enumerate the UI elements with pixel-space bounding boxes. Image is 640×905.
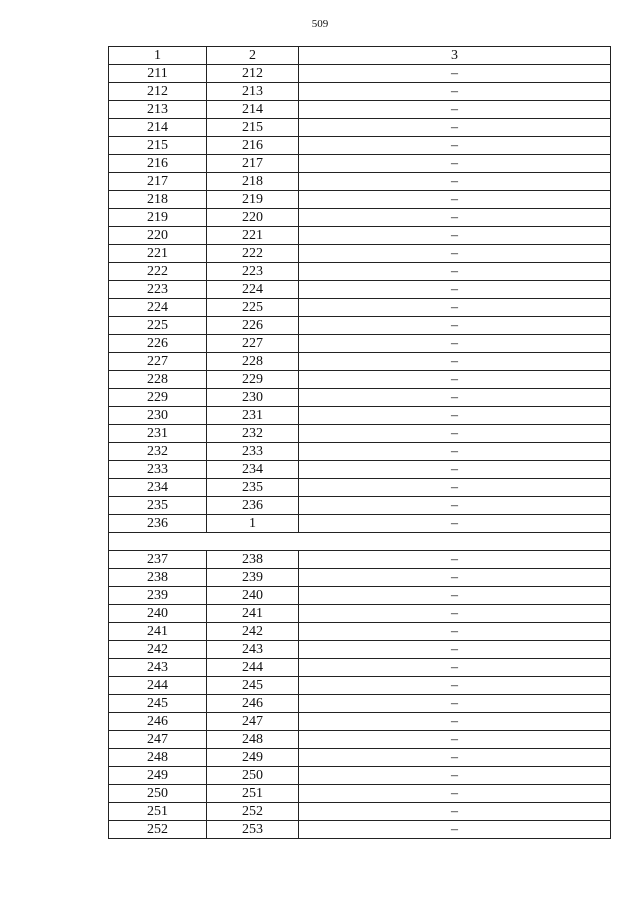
table-row <box>109 209 611 227</box>
table-cell-col-1: 252 <box>109 821 207 839</box>
table-cell-col-1: 240 <box>109 605 207 623</box>
table-cell-col-3: – <box>299 767 611 785</box>
table-gap-cell <box>109 533 611 551</box>
table-cell-col-2: 230 <box>207 389 299 407</box>
table-cell-col-3: – <box>299 785 611 803</box>
table-cell-col-2: 252 <box>207 803 299 821</box>
table-cell-col-3: – <box>299 137 611 155</box>
table-row <box>109 623 611 641</box>
table-cell-col-3: – <box>299 425 611 443</box>
table-row <box>109 767 611 785</box>
table-row <box>109 263 611 281</box>
table-cell-col-3: – <box>299 677 611 695</box>
table-cell-col-3: – <box>299 515 611 533</box>
table-row <box>109 641 611 659</box>
table-row <box>109 101 611 119</box>
table-cell-col-1: 236 <box>109 515 207 533</box>
table-row <box>109 389 611 407</box>
table-cell-col-2: 253 <box>207 821 299 839</box>
table-row <box>109 317 611 335</box>
table-cell-col-1: 212 <box>109 83 207 101</box>
table-cell-col-3: – <box>299 731 611 749</box>
table-cell-col-1: 249 <box>109 767 207 785</box>
table-row <box>109 749 611 767</box>
table-cell-col-2: 225 <box>207 299 299 317</box>
table-cell-col-1: 224 <box>109 299 207 317</box>
table-cell-col-3: – <box>299 641 611 659</box>
table-cell-col-1: 239 <box>109 587 207 605</box>
table-cell-col-1: 211 <box>109 65 207 83</box>
table-row <box>109 713 611 731</box>
table-row <box>109 137 611 155</box>
table-cell-col-3: – <box>299 803 611 821</box>
table-cell-col-1: 218 <box>109 191 207 209</box>
table-cell-col-1: 251 <box>109 803 207 821</box>
table-cell-col-3: – <box>299 695 611 713</box>
table-cell-col-1: 222 <box>109 263 207 281</box>
table-cell-col-2: 236 <box>207 497 299 515</box>
table-cell-col-1: 248 <box>109 749 207 767</box>
table-row <box>109 425 611 443</box>
table-row <box>109 821 611 839</box>
table-row <box>109 785 611 803</box>
table-cell-col-2: 216 <box>207 137 299 155</box>
table-cell-col-3: – <box>299 587 611 605</box>
table-cell-col-1: 237 <box>109 551 207 569</box>
table-cell-col-3: – <box>299 101 611 119</box>
table-cell-col-1: 214 <box>109 119 207 137</box>
table-row <box>109 83 611 101</box>
table-cell-col-3: – <box>299 299 611 317</box>
page-number: 509 <box>311 18 329 30</box>
table-cell-col-1: 225 <box>109 317 207 335</box>
table-row <box>109 461 611 479</box>
table-cell-col-3: – <box>299 389 611 407</box>
table-cell-col-3: – <box>299 83 611 101</box>
table-row <box>109 281 611 299</box>
table-row <box>109 65 611 83</box>
table-cell-col-1: 232 <box>109 443 207 461</box>
column-header-2: 2 <box>207 47 299 65</box>
table-row <box>109 731 611 749</box>
table-row <box>109 695 611 713</box>
table-cell-col-3: – <box>299 119 611 137</box>
table-row <box>109 227 611 245</box>
table-row <box>109 569 611 587</box>
table-cell-col-2: 247 <box>207 713 299 731</box>
table-cell-col-2: 232 <box>207 425 299 443</box>
table-cell-col-1: 233 <box>109 461 207 479</box>
table-cell-col-2: 239 <box>207 569 299 587</box>
table-cell-col-1: 242 <box>109 641 207 659</box>
table-cell-col-3: – <box>299 821 611 839</box>
table-cell-col-1: 241 <box>109 623 207 641</box>
table-cell-col-2: 220 <box>207 209 299 227</box>
table-cell-col-2: 221 <box>207 227 299 245</box>
table-cell-col-2: 245 <box>207 677 299 695</box>
column-header-3: 3 <box>299 47 611 65</box>
table-cell-col-2: 222 <box>207 245 299 263</box>
table-cell-col-1: 238 <box>109 569 207 587</box>
table-cell-col-2: 227 <box>207 335 299 353</box>
table-cell-col-1: 227 <box>109 353 207 371</box>
table-cell-col-2: 238 <box>207 551 299 569</box>
table-cell-col-2: 243 <box>207 641 299 659</box>
table-cell-col-3: – <box>299 605 611 623</box>
table-row <box>109 677 611 695</box>
table-cell-col-2: 226 <box>207 317 299 335</box>
table-cell-col-3: – <box>299 335 611 353</box>
table-cell-col-3: – <box>299 569 611 587</box>
table-cell-col-3: – <box>299 245 611 263</box>
table-cell-col-1: 221 <box>109 245 207 263</box>
table-cell-col-1: 217 <box>109 173 207 191</box>
table-cell-col-3: – <box>299 317 611 335</box>
table-cell-col-2: 233 <box>207 443 299 461</box>
table-cell-col-2: 215 <box>207 119 299 137</box>
table-row <box>109 191 611 209</box>
table-cell-col-1: 228 <box>109 371 207 389</box>
table-cell-col-2: 242 <box>207 623 299 641</box>
table-cell-col-1: 223 <box>109 281 207 299</box>
table-row <box>109 587 611 605</box>
table-cell-col-3: – <box>299 659 611 677</box>
table-cell-col-2: 224 <box>207 281 299 299</box>
table-cell-col-3: – <box>299 191 611 209</box>
table-row <box>109 407 611 425</box>
table-row <box>109 479 611 497</box>
data-table <box>108 46 611 839</box>
table-cell-col-3: – <box>299 749 611 767</box>
table-gap-row <box>109 533 611 551</box>
table-cell-col-2: 229 <box>207 371 299 389</box>
table-cell-col-1: 215 <box>109 137 207 155</box>
table-cell-col-3: – <box>299 227 611 245</box>
table-cell-col-1: 231 <box>109 425 207 443</box>
table-body <box>109 65 611 839</box>
table-cell-col-3: – <box>299 407 611 425</box>
table-row <box>109 497 611 515</box>
table-cell-col-1: 229 <box>109 389 207 407</box>
table-cell-col-1: 234 <box>109 479 207 497</box>
table-cell-col-1: 226 <box>109 335 207 353</box>
table-cell-col-2: 217 <box>207 155 299 173</box>
table-cell-col-3: – <box>299 65 611 83</box>
column-header-1: 1 <box>109 47 207 65</box>
table-row <box>109 353 611 371</box>
table-row <box>109 245 611 263</box>
table-cell-col-2: 240 <box>207 587 299 605</box>
table-cell-col-2: 214 <box>207 101 299 119</box>
table-row <box>109 443 611 461</box>
table-cell-col-2: 219 <box>207 191 299 209</box>
table-cell-col-1: 243 <box>109 659 207 677</box>
table-cell-col-1: 235 <box>109 497 207 515</box>
table-cell-col-2: 213 <box>207 83 299 101</box>
table-cell-col-3: – <box>299 713 611 731</box>
table-row <box>109 551 611 569</box>
table-cell-col-2: 218 <box>207 173 299 191</box>
table-cell-col-3: – <box>299 461 611 479</box>
table-cell-col-1: 245 <box>109 695 207 713</box>
table-cell-col-3: – <box>299 497 611 515</box>
table-cell-col-2: 248 <box>207 731 299 749</box>
table-cell-col-1: 247 <box>109 731 207 749</box>
table-cell-col-2: 228 <box>207 353 299 371</box>
table-cell-col-1: 216 <box>109 155 207 173</box>
table-row <box>109 659 611 677</box>
table-row <box>109 119 611 137</box>
table-cell-col-2: 1 <box>207 515 299 533</box>
table-row <box>109 335 611 353</box>
table-cell-col-3: – <box>299 551 611 569</box>
table-cell-col-2: 250 <box>207 767 299 785</box>
table-cell-col-1: 219 <box>109 209 207 227</box>
table-cell-col-3: – <box>299 263 611 281</box>
table-cell-col-2: 212 <box>207 65 299 83</box>
table-cell-col-2: 231 <box>207 407 299 425</box>
table-cell-col-3: – <box>299 155 611 173</box>
table-cell-col-2: 244 <box>207 659 299 677</box>
table-cell-col-2: 241 <box>207 605 299 623</box>
table-cell-col-3: – <box>299 173 611 191</box>
table-cell-col-3: – <box>299 353 611 371</box>
table-row <box>109 371 611 389</box>
table-cell-col-1: 213 <box>109 101 207 119</box>
table-row <box>109 173 611 191</box>
table-cell-col-3: – <box>299 443 611 461</box>
table-cell-col-2: 223 <box>207 263 299 281</box>
table-cell-col-3: – <box>299 281 611 299</box>
table-row <box>109 803 611 821</box>
table-row <box>109 155 611 173</box>
table-cell-col-3: – <box>299 371 611 389</box>
table-cell-col-3: – <box>299 209 611 227</box>
table-cell-col-3: – <box>299 479 611 497</box>
table-cell-col-1: 244 <box>109 677 207 695</box>
table-row <box>109 605 611 623</box>
header-row <box>109 47 611 65</box>
table-cell-col-1: 246 <box>109 713 207 731</box>
table-cell-col-3: – <box>299 623 611 641</box>
table-row <box>109 515 611 533</box>
table-cell-col-2: 235 <box>207 479 299 497</box>
table-cell-col-1: 230 <box>109 407 207 425</box>
table-cell-col-2: 251 <box>207 785 299 803</box>
table-row <box>109 299 611 317</box>
table-cell-col-1: 220 <box>109 227 207 245</box>
table-cell-col-2: 234 <box>207 461 299 479</box>
table-cell-col-1: 250 <box>109 785 207 803</box>
table-cell-col-2: 249 <box>207 749 299 767</box>
table-cell-col-2: 246 <box>207 695 299 713</box>
